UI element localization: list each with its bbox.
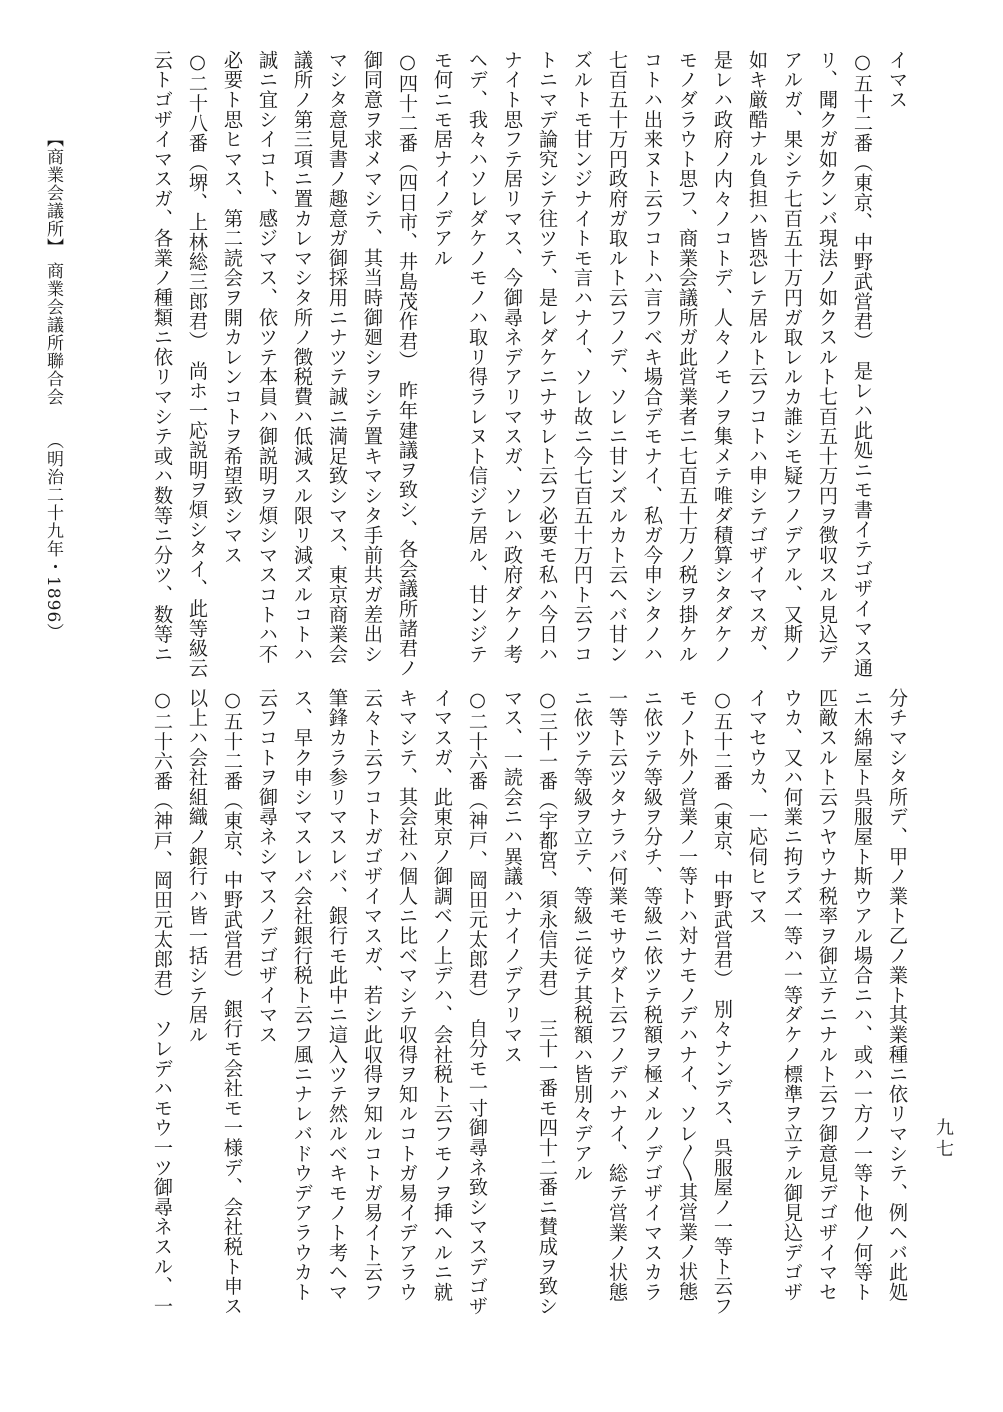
footer-era: （明治二十九年・1896） <box>43 432 63 642</box>
footer-title: 商業会議所聯合会 <box>43 262 63 406</box>
upper-text-column-13: ヘデ、我々ハソレダケノモノハ取リ得ラレヌト信ジテ居ル、甘ンジテ <box>466 50 489 664</box>
lower-text-column-5: イマセウカ、一応伺ヒマス <box>746 688 769 926</box>
lower-text-column-12: マス、一読会ニハ異議ハナイノデアリマス <box>501 688 524 1065</box>
footer-section-label: 【商業会議所】 <box>43 130 63 256</box>
lower-text-column-8: ニ依ツテ等級ヲ分チ、等級ニ依ツテ税額ヲ極メルノデゴザイマスカラ <box>641 688 664 1302</box>
lower-text-column-2: ニ木綿屋ト呉服屋ト斯ウアル場合ニハ、或ハ一方ノ一等ト他ノ何等ト <box>851 688 874 1302</box>
upper-text-column-8: コトハ出来ヌト云フコトハ言フベキ場合デモナイ、私ガ今申シタノハ <box>641 50 664 664</box>
upper-text-column-15: ○四十二番（四日市、井島茂作君） 昨年建議ヲ致シ、各会議所諸君ノ <box>396 50 419 678</box>
lower-text-column-15: キマシテ、其会社ハ個人ニ比ベマシテ収得ヲ知ルコトガ易イデアラウ <box>396 688 419 1302</box>
lower-text-column-17: 筆鋒カラ参リマスレバ、銀行モ此中ニ這入ツテ然ルベキモノト考ヘマ <box>326 688 349 1302</box>
upper-text-column-11: トニマデ論究シテ往ツテ、是レダケニナサレト云フ必要モ私ハ今日ハ <box>536 50 559 664</box>
lower-text-column-3: 匹敵スルト云フヤウナ税率ヲ御立テニナルト云フ御意見デゴザイマセ <box>816 688 839 1302</box>
lower-text-column-6: ○五十二番（東京、中野武営君） 別々ナンデス、呉服屋ノ一等ト云フ <box>711 688 734 1316</box>
lower-text-column-19: 云フコトヲ御尋ネシマスノデゴザイマス <box>256 688 279 1045</box>
lower-text-column-1: 分チマシタ所デ、甲ノ業ト乙ノ業ト其業種ニ依リマシテ、例ヘバ此処 <box>886 688 909 1302</box>
upper-text-column-12: ナイト思フテ居リマス、今御尋ネデアリマスガ、ソレハ政府ダケノ考 <box>501 50 524 664</box>
upper-text-column-7: モノダラウト思フ、商業会議所ガ此営業者ニ七百五十万ノ税ヲ掛ケル <box>676 50 699 664</box>
upper-text-column-16: 御同意ヲ求メマシテ、其当時御廻シヲシテ置キマシタ手前共ガ差出シ <box>361 50 384 664</box>
lower-text-column-21: 以上ハ会社組織ノ銀行ハ皆一括シテ居ル <box>186 688 209 1045</box>
lower-text-column-22: ○二十六番（神戸、岡田元太郎君） ソレデハモウ一ツ御尋ネスル、一 <box>151 688 174 1316</box>
page-number: 九七 <box>933 1118 954 1160</box>
lower-text-column-13: ○二十六番（神戸、岡田元太郎君） 自分モ一寸御尋ネ致シマスデゴザ <box>466 688 489 1316</box>
upper-text-column-3: リ、聞クガ如クンバ現法ノ如クスルト七百五十万円ヲ徴収スル見込デ <box>816 50 839 664</box>
upper-text-column-2: ○五十二番（東京、中野武営君） 是レハ此処ニモ書イテゴザイマス通 <box>851 50 874 678</box>
upper-text-column-6: 是レハ政府ノ内々ノコトデ、人々ノモノヲ集メテ唯ダ積算シタダケノ <box>711 50 734 664</box>
lower-text-column-10: ニ依ツテ等級ヲ立テ、等級ニ従テ其税額ハ皆別々デアル <box>571 688 594 1183</box>
lower-text-column-4: ウカ、又ハ何業ニ拘ラズ一等ハ一等ダケノ標準ヲ立テル御見込デゴザ <box>781 688 804 1302</box>
upper-text-column-14: モ何ニモ居ナイノデアル <box>431 50 454 268</box>
lower-text-column-11: ○三十一番（宇都宮、須永信夫君） 三十一番モ四十二番ニ賛成ヲ致シ <box>536 688 559 1316</box>
upper-text-column-21: ○二十八番（堺、上林総三郎君） 尚ホ一応説明ヲ煩シタイ、此等級云 <box>186 50 209 678</box>
upper-text-column-1: イマス <box>886 50 909 110</box>
lower-text-column-20: ○五十二番（東京、中野武営君） 銀行モ会社モ一様デ、会社税ト申ス <box>221 688 244 1316</box>
lower-text-column-16: 云々ト云フコトガゴザイマスガ、若シ此収得ヲ知ルコトガ易イト云フ <box>361 688 384 1302</box>
upper-text-column-20: 必要ト思ヒマス、第二読会ヲ開カレンコトヲ希望致シマス <box>221 50 244 565</box>
upper-text-column-18: 議所ノ第三項ニ置カレマシタ所ノ徴税費ハ低減スル限リ減ズルコトハ <box>291 50 314 664</box>
upper-text-column-22: 云トゴザイマスガ、各業ノ種類ニ依リマシテ或ハ数等ニ分ツ、数等ニ <box>151 50 174 664</box>
lower-text-column-7: モノト外ノ営業ノ一等トハ対ナモノデハナイ、ソレ〳〵其営業ノ状態 <box>676 688 699 1302</box>
lower-text-column-18: ス、早ク申シマスレバ会社銀行税ト云フ風ニナレバドウデアラウカト <box>291 688 314 1302</box>
upper-text-column-10: ズルトモ甘ンジナイトモ言ハナイ、ソレ故ニ今七百五十万円ト云フコ <box>571 50 594 664</box>
upper-text-column-5: 如キ厳酷ナル負担ハ皆恐レテ居ルト云フコトハ申シテゴザイマスガ、 <box>746 50 769 664</box>
upper-text-column-9: 七百五十万円政府ガ取ルト云フノデ、ソレニ甘ンズルカト云ヘバ甘ン <box>606 50 629 664</box>
lower-text-column-14: イマスガ、此東京ノ御調ベノ上デハ、会社税ト云フモノヲ挿ヘルニ就 <box>431 688 454 1302</box>
upper-text-column-19: 誠ニ宜シイコト、感ジマス、依ツテ本員ハ御説明ヲ煩シマスコトハ不 <box>256 50 279 664</box>
lower-text-column-9: 一等ト云ツタナラバ何業モサウダト云フノデハナイ、総テ営業ノ状態 <box>606 688 629 1302</box>
upper-text-column-17: マシタ意見書ノ趣意ガ御採用ニナツテ誠ニ満足致シマス、東京商業会 <box>326 50 349 664</box>
upper-text-column-4: アルガ、果シテ七百五十万円ガ取レルカ誰シモ疑フノデアル、又斯ノ <box>781 50 804 664</box>
